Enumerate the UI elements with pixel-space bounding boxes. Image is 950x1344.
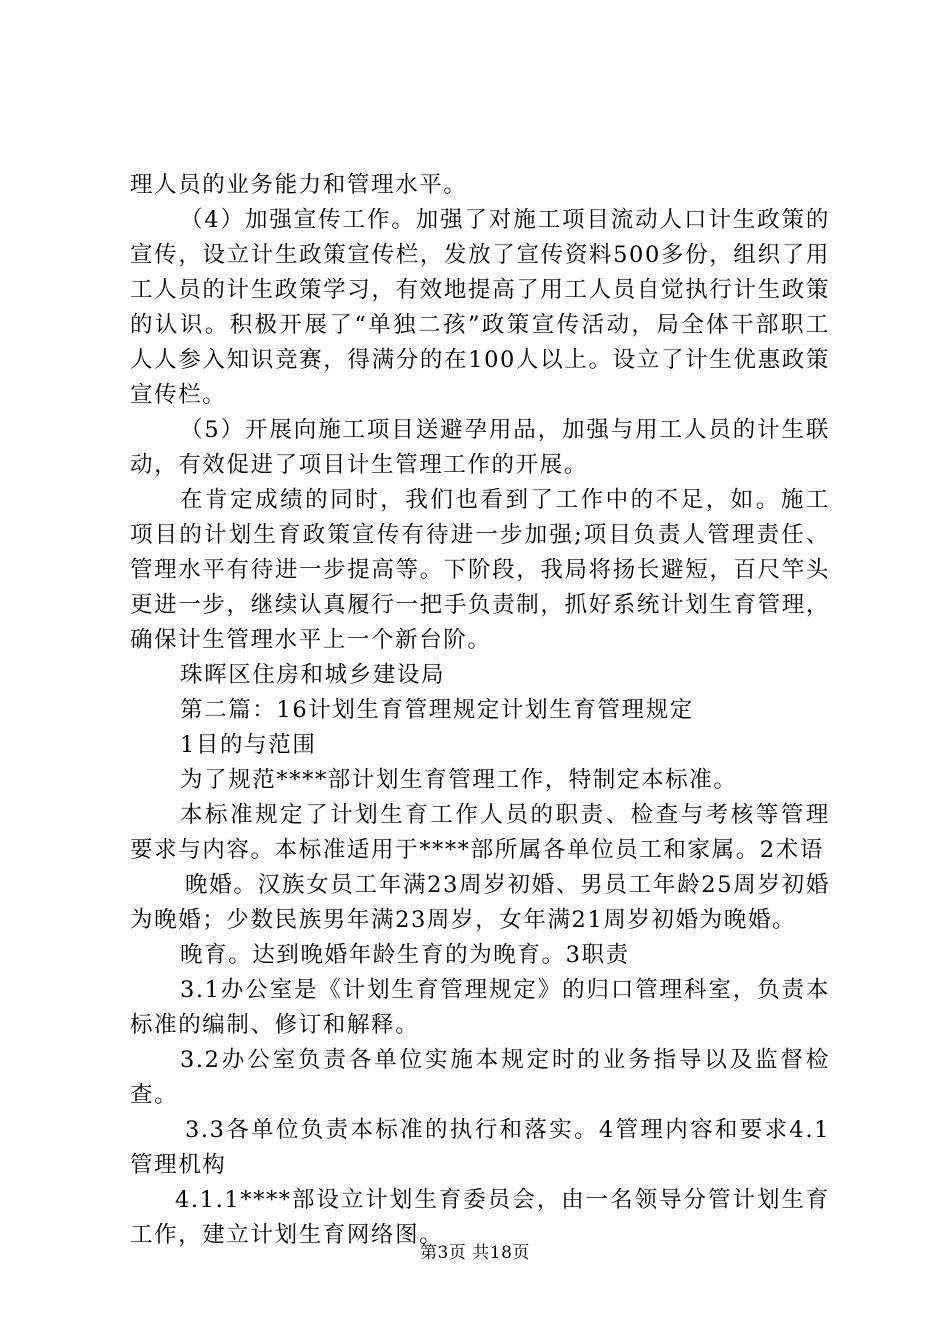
paragraph-9: 本标准规定了计划生育工作人员的职责、检查与考核等管理要求与内容。本标准适用于****部所属各单位员工和家属。2术语 xyxy=(130,802,830,863)
paragraph-1: 理人员的业务能力和管理水平。 xyxy=(130,172,468,198)
page-number-label: 第3页 共18页 xyxy=(420,1243,530,1263)
paragraph-12: 3.1办公室是《计划生育管理规定》的归口管理科室，负责本标准的编制、修订和解释。 xyxy=(130,977,830,1038)
paragraph-3: （5）开展向施工项目送避孕用品，加强与用工人员的计生联动，有效促进了项目计生管理工作的开展。 xyxy=(130,417,830,478)
paragraph-14: 3.3各单位负责本标准的执行和落实。4管理内容和要求4.1管理机构 xyxy=(130,1117,830,1178)
signature-line: 珠晖区住房和城乡建设局 xyxy=(180,662,446,688)
paragraph-15: 4.1.1****部设立计划生育委员会，由一名领导分管计划生育工作，建立计划生育网络图。 xyxy=(130,1187,830,1248)
paragraph-11: 晚育。达到晚婚年龄生育的为晚育。3职责 xyxy=(180,942,630,968)
paragraph-2: （4）加强宣传工作。加强了对施工项目流动人口计生政策的宣传，设立计生政策宣传栏，发放了宣传资料500多份，组织了用工人员的计生政策学习，有效地提高了用工人员自觉执行计生政策的认识。积极开展了“单独二孩”政策宣传活动，局全体干部职工人人参入知识竞赛，得满分的在100人以上。设立了计生优惠政策宣传栏。 xyxy=(130,207,830,408)
subheading-purpose-scope: 1目的与范围 xyxy=(180,732,317,758)
paragraph-13: 3.2办公室负责各单位实施本规定时的业务指导以及监督检查。 xyxy=(130,1047,830,1108)
document-body xyxy=(130,168,830,1253)
paragraph-10: 晚婚。汉族女员工年满23周岁初婚、男员工年龄25周岁初婚为晚婚；少数民族男年满23周岁，女年满21周岁初婚为晚婚。 xyxy=(130,872,830,933)
page-footer xyxy=(0,1242,950,1264)
paragraph-8: 为了规范****部计划生育管理工作，特制定本标准。 xyxy=(180,767,738,793)
paragraph-4: 在肯定成绩的同时，我们也看到了工作中的不足，如。施工项目的计划生育政策宣传有待进一步加强;项目负责人管理责任、管理水平有待进一步提高等。下阶段，我局将扬长避短，百尺竿头更进一步，继续认真履行一把手负责制，抓好系统计划生育管理，确保计生管理水平上一个新台阶。 xyxy=(130,487,830,653)
section-heading-2: 第二篇：16计划生育管理规定计划生育管理规定 xyxy=(180,697,694,723)
